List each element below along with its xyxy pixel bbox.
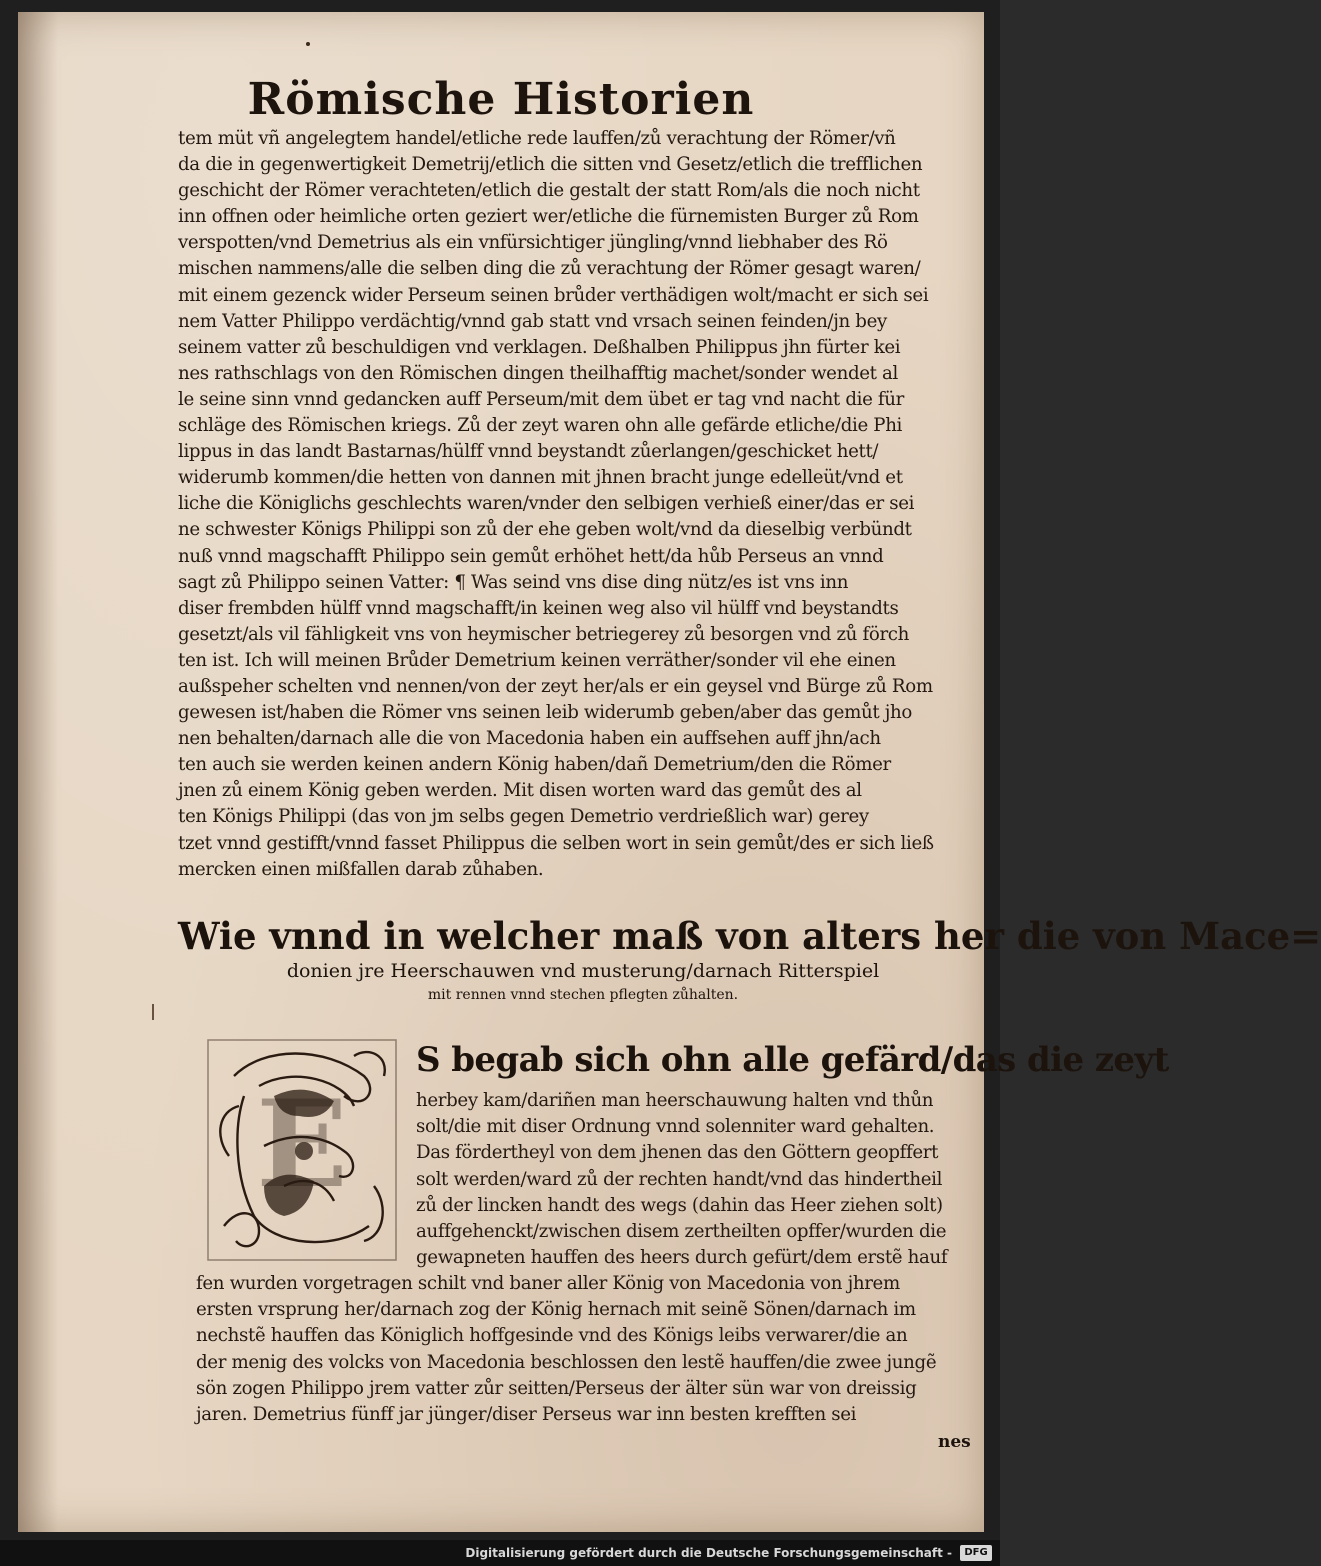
running-title: Römische Historien xyxy=(247,74,755,125)
section-full-text xyxy=(196,1271,986,1428)
ink-speck xyxy=(306,42,310,46)
text-line: gesetzt/als vil fähligkeit vns von heymischer betriegerey zů besorgen vnd zů förch xyxy=(178,623,909,645)
text-line: liche die Königlichs geschlechts waren/vnder den selbigen verhieß einer/das er sei xyxy=(178,493,915,515)
text-line: mischen nammens/alle die selben ding die zů verachtung der Römer gesagt waren/ xyxy=(178,258,921,280)
text-line: solt/die mit diser Ordnung vnnd solenniter ward gehalten. xyxy=(416,1116,935,1138)
text-line: nechstẽ hauffen das Königlich hoffgesinde vnd des Königs leibs verwarer/die an xyxy=(196,1325,908,1347)
section-first-line: S begab sich ohn alle gefärd/das die zeyt xyxy=(416,1040,1169,1080)
section-heading-line-1: Wie vnnd in welcher maß von alters her die von Mace= xyxy=(178,914,1321,958)
text-line: sön zogen Philippo jrem vatter zůr seitten/Perseus der älter sün war von dreissig xyxy=(196,1377,917,1399)
text-line: le seine sinn vnnd gedancken auff Perseum/mit dem übet er tag vnd nacht die für xyxy=(178,388,905,410)
text-line: auffgehenckt/zwischen disem zertheilten opffer/wurden die xyxy=(416,1221,947,1243)
page-binding-shadow xyxy=(18,12,58,1532)
section-indented-text xyxy=(416,1088,996,1271)
text-line: gewapneten hauffen des heers durch gefürt/dem erstẽ hauf xyxy=(416,1247,948,1269)
text-line: Das fördertheyl von dem jhenen das den Göttern geopffert xyxy=(416,1142,939,1164)
text-line: ersten vrsprung her/darnach zog der König hernach mit seinẽ Sönen/darnach im xyxy=(196,1299,916,1321)
text-line: ten ist. Ich will meinen Brůder Demetrium keinen verräther/sonder vil ehe einen xyxy=(178,649,896,671)
text-line: schläge des Römischen kriegs. Zů der zeyt waren ohn alle gefärde etliche/die Phi xyxy=(178,415,903,437)
text-line: diser frembden hülff vnnd magschafft/in keinen weg also vil hülff vnd beystandts xyxy=(178,597,899,619)
text-line: ne schwester Königs Philippi son zů der ehe geben wolt/vnd da dieselbig verbündt xyxy=(178,519,912,541)
digitization-footer xyxy=(0,1540,1000,1566)
text-line: nem Vatter Philippo verdächtig/vnnd gab statt vnd vrsach seinen feinden/jn bey xyxy=(178,310,887,332)
text-line: tzet vnnd gestifft/vnnd fasset Philippus die selben wort in sein gemůt/des er sich ließ xyxy=(178,832,934,854)
text-line: außspeher schelten vnd nennen/von der zeyt her/als er ein geysel vnd Bürge zů Rom xyxy=(178,675,933,697)
text-line: inn offnen oder heimliche orten geziert wer/etliche die fürnemisten Burger zů Rom xyxy=(178,206,919,228)
catchword: nes xyxy=(938,1432,971,1452)
dfg-logo: DFG xyxy=(960,1545,992,1561)
svg-text:E: E xyxy=(256,1074,348,1215)
text-line: ten Königs Philippi (das von jm selbs gegen Demetrio verdrießlich war) gerey xyxy=(178,806,869,828)
text-line: jnen zů einem König geben werden. Mit disen worten ward das gemůt des al xyxy=(178,780,862,802)
text-line: verspotten/vnd Demetrius als ein vnfürsichtiger jüngling/vnnd liebhaber des Rö xyxy=(178,232,888,254)
text-line: widerumb kommen/die hetten von dannen mit jhnen bracht junge edelleüt/vnd et xyxy=(178,467,903,489)
text-line: geschicht der Römer verachteten/etlich die gestalt der statt Rom/als die noch nicht xyxy=(178,180,920,202)
text-line: fen wurden vorgetragen schilt vnd baner aller König von Macedonia von jhrem xyxy=(196,1273,900,1294)
margin-mark xyxy=(152,1004,154,1020)
text-line: nen behalten/darnach alle die von Macedonia haben ein auffsehen auff jhn/ach xyxy=(178,728,881,750)
text-line: ten auch sie werden keinen andern König haben/dañ Demetrium/den die Römer xyxy=(178,754,891,776)
text-line: sagt zů Philippo seinen Vatter: ¶ Was seind vns dise ding nütz/es ist vns inn xyxy=(178,571,849,593)
text-line: lippus in das landt Bastarnas/hülff vnnd beystandt zůerlangen/geschicket hett/ xyxy=(178,441,879,463)
text-line: solt werden/ward zů der rechten handt/vnd das hindertheil xyxy=(416,1168,943,1190)
section-heading-line-3: mit rennen vnnd stechen pflegten zůhalten. xyxy=(427,987,739,1003)
text-line: tem müt vñ angelegtem handel/etliche rede lauffen/zů verachtung der Römer/vñ xyxy=(178,128,896,149)
book-page xyxy=(18,12,1321,1532)
text-line: seinem vatter zů beschuldigen vnd verklagen. Deßhalben Philippus jhn fürter kei xyxy=(178,336,901,358)
section-heading-line-2: donien jre Heerschauwen vnd musterung/darnach Ritterspiel xyxy=(286,960,880,982)
text-line: herbey kam/dariñen man heerschauwung halten vnd thůn xyxy=(416,1090,934,1111)
text-line: da die in gegenwertigkeit Demetrij/etlich die sitten vnd Gesetz/etlich die trefflichen xyxy=(178,154,923,176)
text-line: zů der lincken handt des wegs (dahin das Heer ziehen solt) xyxy=(416,1194,943,1216)
main-text-block xyxy=(178,126,978,883)
section-heading xyxy=(178,914,1321,1006)
text-line: der menig des volcks von Macedonia beschlossen den lestẽ hauffen/die zwee jungẽ xyxy=(196,1351,937,1373)
text-line: mercken einen mißfallen darab zůhaben. xyxy=(178,858,544,880)
text-line: mit einem gezenck wider Perseum seinen brůder verthädigen wolt/macht er sich sei xyxy=(178,284,929,306)
text-line: nes rathschlags von den Römischen dingen theilhafftig machet/sonder wendet al xyxy=(178,362,898,384)
text-line: gewesen ist/haben die Römer vns seinen leib widerumb geben/aber das gemůt jho xyxy=(178,702,912,724)
text-line: jaren. Demetrius fünff jar jünger/diser Perseus war inn besten krefften sei xyxy=(196,1404,857,1426)
text-line: nuß vnnd magschafft Philippo sein gemůt erhöhet hett/da hůb Perseus an vnnd xyxy=(178,545,884,567)
decorated-initial-letter xyxy=(204,1036,400,1264)
footer-credit-text: Digitalisierung gefördert durch die Deutsche Forschungsgemeinschaft - xyxy=(465,1546,952,1560)
